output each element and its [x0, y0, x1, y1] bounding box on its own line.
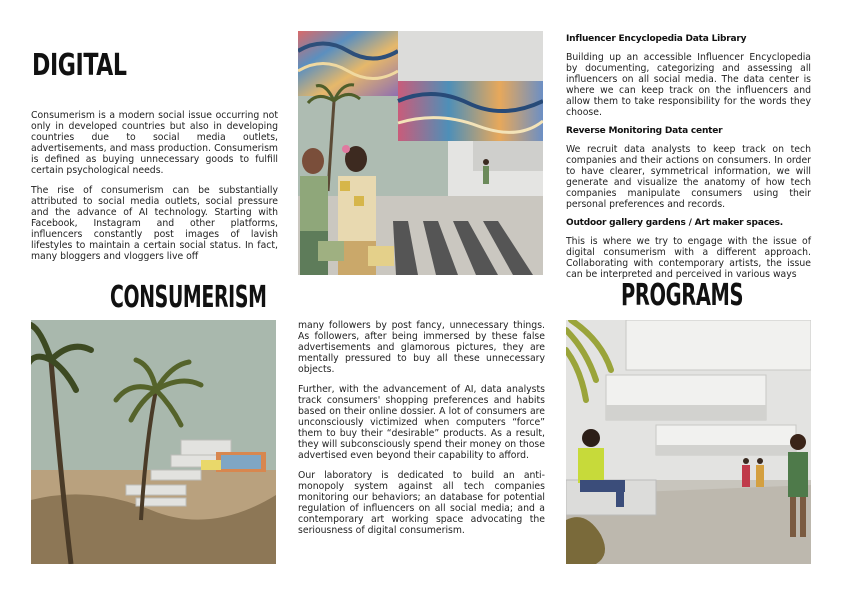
- program-text: We recruit data analysts to keep track on tech companies and their actions on consumers. In order to have clearer, symmetrical information, we will generate and visualize the anatomy of how tech companies manipulate consumers using their personal preferences and records.: [566, 144, 811, 210]
- programs-list: [566, 34, 811, 280]
- paragraph: The rise of consumerism can be substantially attributed to social media outlets, social pressure and the advance of AI technology. Starting with Facebook, Instagram and other platforms, influencers constantly post images of lavish lifestyles to maintain a certain social status. In fact, many bloggers and vloggers live off: [31, 185, 278, 262]
- left-column-text: [31, 110, 278, 271]
- heading-programs: PROGRAMS: [621, 278, 744, 313]
- heading-consumerism: CONSUMERISM: [110, 280, 267, 315]
- heading-digital: DIGITAL: [32, 48, 127, 83]
- program-title: Influencer Encyclopedia Data Library: [566, 34, 747, 44]
- street-scene-image: [298, 31, 543, 275]
- paragraph: many followers by post fancy, unnecessary things. As followers, after being immersed by these false advertisements and glamorous pictures, they are mentally pressured to buy all these unnecessary objects.: [298, 320, 545, 375]
- program-text: This is where we try to engage with the issue of digital consumerism with a different approach. Collaborating with contemporary artists, the issue can be interpreted and perceived in various ways: [566, 236, 811, 280]
- paragraph: Further, with the advancement of AI, data analysts track consumers' shopping preferences and habits based on their online dossier. A lot of consumers are unconsciously victimized when computers “force” them to buy their “desirable” products. As a result, they will subconsciously spend their money on those advertised even beyond their capability to afford.: [298, 384, 545, 461]
- program-item: [566, 34, 811, 118]
- middle-column-text: [298, 320, 545, 545]
- program-title: Reverse Monitoring Data center: [566, 126, 723, 136]
- paragraph: Consumerism is a modern social issue occurring not only in developed countries but also in developing countries due to social media outlets, advertisements, and mass production. Consumerism is defined as buying unnecessary goods to fulfill certain psychological needs.: [31, 110, 278, 176]
- program-text: Building up an accessible Influencer Encyclopedia by documenting, categorizing and assessing all influencers on all social media. The data center is where we can keep track on the influencers and allow them to take responsibility for the words they choose.: [566, 52, 811, 118]
- paragraph: Our laboratory is dedicated to build an anti-monopoly system against all tech companies monitoring our behaviors; an database for potential regulation of influencers on all social media; and a contemporary art working space advocating the seriousness of digital consumerism.: [298, 470, 545, 536]
- program-item: [566, 126, 811, 210]
- program-title: Outdoor gallery gardens / Art maker spaces.: [566, 218, 783, 228]
- gallery-space-image: [566, 320, 811, 564]
- landscape-platforms-image: [31, 320, 276, 564]
- program-item: [566, 218, 811, 280]
